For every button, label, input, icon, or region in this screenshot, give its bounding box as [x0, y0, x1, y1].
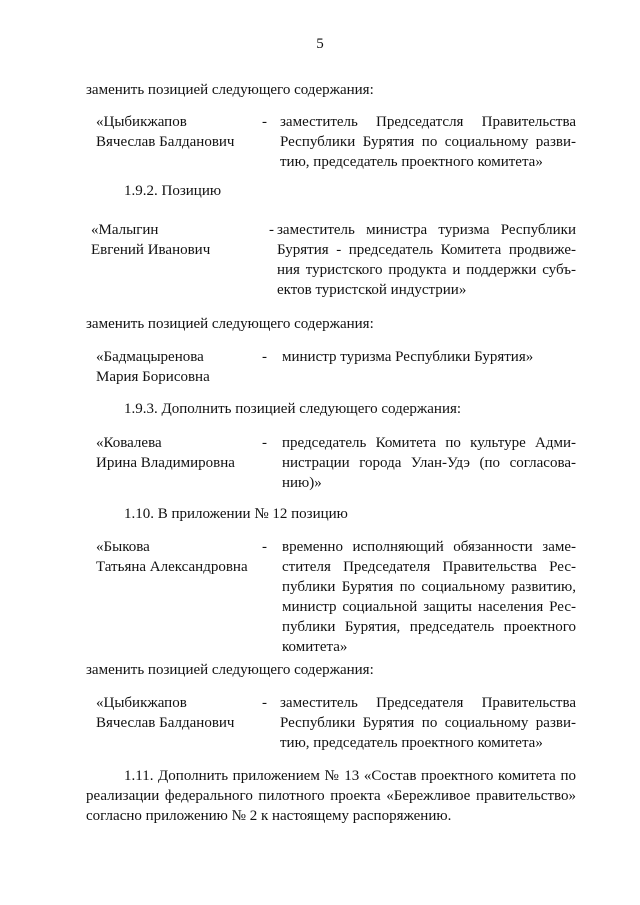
- person-name: «Бадмацыренова Мария Борисовна: [96, 349, 210, 385]
- person-name: «Быкова Татьяна Александровна: [96, 539, 248, 575]
- dash-separator: -: [262, 349, 267, 365]
- entry-badmatsyrenova: [96, 347, 576, 387]
- page-number: 5: [316, 36, 324, 52]
- dash-separator: -: [262, 435, 267, 451]
- entry-malygin: [91, 220, 576, 300]
- position-description: заместитель министра туризма Республики Бурятия - председатель Комитета продвиже- ния туристского продукта и поддержки субъ- ектов туристской индустрии»: [277, 222, 576, 298]
- entry-kovaleva: [96, 433, 576, 493]
- position-description: председатель Комитета по культуре Адми- нистрации города Улан-Удэ (по согласова- нию)»: [282, 435, 576, 491]
- person-name: «Цыбикжапов Вячеслав Балданович: [96, 695, 235, 731]
- position-description: временно исполняющий обязанности заме- стителя Председателя Правительства Рес- публики Бурятия по социальному развитию, министр социальной защиты населения Рес- публики Бурятия, председатель проектного комитета»: [282, 539, 576, 655]
- replace-heading-3: заменить позицией следующего содержания:: [86, 662, 374, 678]
- dash-separator: -: [262, 114, 267, 130]
- item-1-9-2: 1.9.2. Позицию: [124, 183, 222, 199]
- entry-tsybikzhapov-1: [96, 112, 576, 172]
- person-name: «Ковалева Ирина Владимировна: [96, 435, 235, 471]
- item-1-9-3: 1.9.3. Дополнить позицией следующего содержания:: [124, 401, 462, 417]
- dash-separator: -: [269, 222, 274, 238]
- item-1-11: 1.11. Дополнить приложением № 13 «Состав проектного комитета по реализации федерального пилотного проекта «Бережливое правительство» согласно приложению № 2 к настоящему распоряжению.: [86, 768, 576, 824]
- entry-tsybikzhapov-2: [96, 693, 576, 753]
- replace-heading-2: заменить позицией следующего содержания:: [86, 316, 374, 332]
- position-description: министр туризма Республики Бурятия»: [282, 349, 534, 365]
- dash-separator: -: [262, 539, 267, 555]
- position-description: заместитель Председателя Правительства Республики Бурятия по социальному разви- тию, председатель проектного комитета»: [280, 695, 576, 751]
- item-1-10: 1.10. В приложении № 12 позицию: [124, 506, 348, 522]
- replace-heading-1: заменить позицией следующего содержания:: [86, 82, 374, 98]
- dash-separator: -: [262, 695, 267, 711]
- person-name: «Малыгин Евгений Иванович: [91, 222, 211, 258]
- position-description: заместитель Председатсля Правительства Республики Бурятия по социальному разви- тию, председатель проектного комитета»: [280, 114, 576, 170]
- person-name: «Цыбикжапов Вячеслав Балданович: [96, 114, 235, 150]
- entry-bykova: [96, 537, 576, 657]
